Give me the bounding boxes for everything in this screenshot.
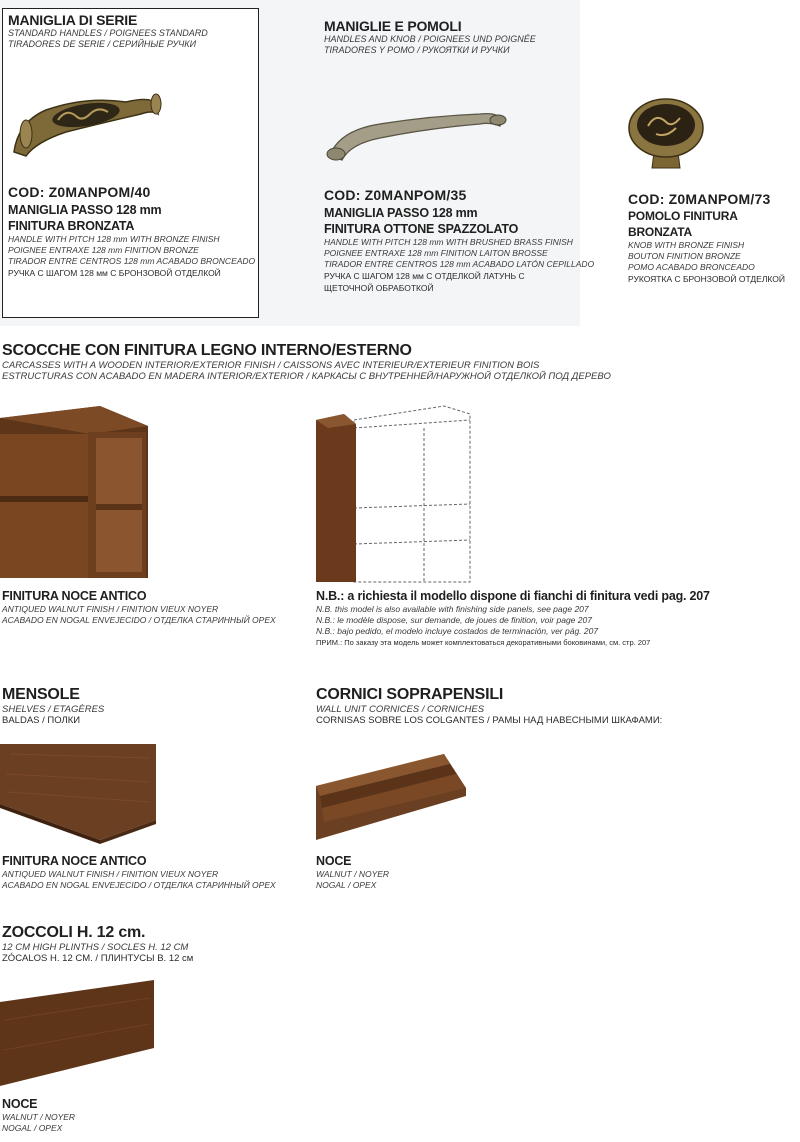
shelf-finish: [2, 853, 292, 891]
cornice-image: [314, 752, 470, 842]
handle-40-image: [6, 82, 166, 167]
handle-40-desc-3: TIRADOR ENTRE CENTROS 128 mm ACABADO BRONCEADO: [8, 256, 256, 266]
handle-40-title: MANIGLIA DI SERIE: [8, 12, 138, 28]
shelf-finish-title: FINITURA NOCE ANTICO: [2, 854, 147, 868]
carcass-note-line-1: N.B. this model is also available with finishing side panels, see page 207: [316, 604, 589, 614]
carcass-note-line-3: N.B.: bajo pedido, el modelo incluye costados de terminación, ver pág. 207: [316, 626, 599, 636]
shelves-subtitle-2: BALDAS / ПОЛКИ: [2, 715, 81, 726]
handle-40-desc-2: POIGNEE ENTRAXE 128 mm FINITION BRONZE: [8, 245, 199, 255]
carcass-finish-line-1: ANTIQUED WALNUT FINISH / FINITION VIEUX NOYER: [2, 604, 219, 614]
shelf-finish-line-2: ACABADO EN NOGAL ENVEJECIDO / ОТДЕЛКА СТАРИННЫЙ ОРЕХ: [2, 880, 276, 890]
shelves-subtitle-1: SHELVES / ETAGÈRES: [2, 704, 105, 715]
plinths-header: [2, 924, 302, 965]
carcass-note-line-2: N.B.: le modèle dispose, sur demande, de joues de finition, voir page 207: [316, 615, 592, 625]
handle-35-image: [320, 100, 510, 170]
handle-35-code: COD: Z0MANPOM/35: [324, 187, 467, 203]
plinth-image: [0, 980, 158, 1088]
knob-73-info: [628, 191, 796, 285]
knob-73-desc-3: POMO ACABADO BRONCEADO: [628, 262, 755, 272]
knob-73-image: [626, 96, 706, 174]
carcasses-subtitle-1: CARCASSES WITH A WOODEN INTERIOR/EXTERIOR FINISH / CAISSONS AVEC INTERIEUR/EXTERIEUR FINITION BOIS: [2, 360, 540, 371]
handle-35-name-2: FINITURA OTTONE SPAZZOLATO: [324, 222, 519, 236]
carcass-note-title: N.B.: a richiesta il modello dispone di fianchi di finitura vedi pag. 207: [316, 589, 710, 603]
knob-73-desc-1: KNOB WITH BRONZE FINISH: [628, 240, 745, 250]
cornices-title: CORNICI SOPRAPENSILI: [316, 686, 504, 703]
handle-40-desc-1: HANDLE WITH PITCH 128 mm WITH BRONZE FINISH: [8, 234, 220, 244]
handle-35-desc-5: ЩЕТОЧНОЙ ОБРАБОТКОЙ: [324, 283, 434, 293]
handle-40-name-2: FINITURA BRONZATA: [8, 219, 135, 233]
handle-35-desc-4: РУЧКА С ШАГОМ 128 мм С ОТДЕЛКОЙ ЛАТУНЬ С: [324, 271, 525, 281]
knob-73-desc-2: BOUTON FINITION BRONZE: [628, 251, 741, 261]
cornices-subtitle-1: WALL UNIT CORNICES / CORNICHES: [316, 704, 485, 715]
carcass-note: [316, 588, 796, 649]
shelf-image: [0, 744, 158, 844]
handle-40-block: [8, 12, 253, 50]
carcass-finish-title: FINITURA NOCE ANTICO: [2, 589, 147, 603]
plinth-finish: [2, 1096, 202, 1134]
handle-35-title: MANIGLIE E POMOLI: [324, 18, 462, 34]
carcass-finish-line-2: ACABADO EN NOGAL ENVEJECIDO / ОТДЕЛКА СТАРИННЫЙ ОРЕХ: [2, 615, 276, 625]
handle-35-desc-3: TIRADOR ENTRE CENTROS 128 mm ACABADO LATÓN CEPILLADO: [324, 259, 595, 269]
plinths-subtitle-1: 12 CM HIGH PLINTHS / SOCLES H. 12 CM: [2, 942, 189, 953]
handle-35-subtitle-2: TIRADORES Y POMO / РУКОЯТКИ И РУЧКИ: [324, 45, 510, 55]
plinth-finish-title: NOCE: [2, 1097, 38, 1111]
plinth-finish-line-2: NOGAL / ОРЕХ: [2, 1123, 63, 1133]
carcasses-subtitle-2: ESTRUCTURAS CON ACABADO EN MADERA INTERIOR/EXTERIOR / КАРКАСЫ С ВНУТРЕННЕЙ/НАРУЖНОЙ ОТДЕЛКОЙ ПОД ДЕРЕВО: [2, 371, 611, 382]
knob-73-desc-4: РУКОЯТКА С БРОНЗОВОЙ ОТДЕЛКОЙ: [628, 274, 786, 284]
shelves-title: MENSOLE: [2, 686, 80, 703]
handle-35-name-1: MANIGLIA PASSO 128 mm: [324, 206, 478, 220]
handle-35-block: [324, 18, 574, 56]
cornice-finish-line-1: WALNUT / NOYER: [316, 869, 390, 879]
plinth-finish-line-1: WALNUT / NOYER: [2, 1112, 76, 1122]
plinths-title: ZOCCOLI H. 12 cm.: [2, 924, 146, 941]
carcass-wood-image: [0, 404, 150, 580]
cornice-finish-title: NOCE: [316, 854, 352, 868]
cornice-finish-line-2: NOGAL / ОРЕХ: [316, 880, 377, 890]
handle-35-desc-1: HANDLE WITH PITCH 128 mm WITH BRUSHED BRASS FINISH: [324, 237, 573, 247]
cornices-header: [316, 686, 796, 727]
carcasses-title: SCOCCHE CON FINITURA LEGNO INTERNO/ESTERNO: [2, 342, 412, 359]
carcass-finish: [2, 588, 292, 626]
handle-35-info: [324, 187, 595, 294]
handle-40-desc-4: РУЧКА С ШАГОМ 128 мм С БРОНЗОВОЙ ОТДЕЛКОЙ: [8, 268, 221, 278]
shelves-header: [2, 686, 292, 727]
carcasses-header: [2, 342, 798, 382]
handle-40-name-1: MANIGLIA PASSO 128 mm: [8, 203, 162, 217]
handle-40-subtitle-2: TIRADORES DE SERIE / СЕРИЙНЫЕ РУЧКИ: [8, 39, 197, 49]
handle-40-info: [8, 184, 256, 279]
handle-35-subtitle-1: HANDLES AND KNOB / POIGNEES UND POIGNÉE: [324, 34, 536, 44]
carcass-panel-image: [314, 404, 474, 584]
handle-40-subtitle-1: STANDARD HANDLES / POIGNEES STANDARD: [8, 28, 208, 38]
carcass-note-line-4: ПРИМ.: По заказу эта модель может комплектоваться декоративными боковинами, см. стр. 207: [316, 638, 651, 647]
cornice-finish: [316, 853, 516, 891]
handle-40-code: COD: Z0MANPOM/40: [8, 184, 151, 200]
knob-73-name: POMOLO FINITURA BRONZATA: [628, 209, 738, 239]
knob-73-code: COD: Z0MANPOM/73: [628, 191, 771, 207]
cornices-subtitle-2: CORNISAS SOBRE LOS COLGANTES / РАМЫ НАД НАВЕСНЫМИ ШКАФАМИ:: [316, 715, 663, 726]
shelf-finish-line-1: ANTIQUED WALNUT FINISH / FINITION VIEUX NOYER: [2, 869, 219, 879]
plinths-subtitle-2: ZÓCALOS H. 12 CM. / ПЛИНТУСЫ В. 12 см: [2, 953, 194, 964]
handle-35-desc-2: POIGNEE ENTRAXE 128 mm FINITION LAITON BROSSE: [324, 248, 548, 258]
